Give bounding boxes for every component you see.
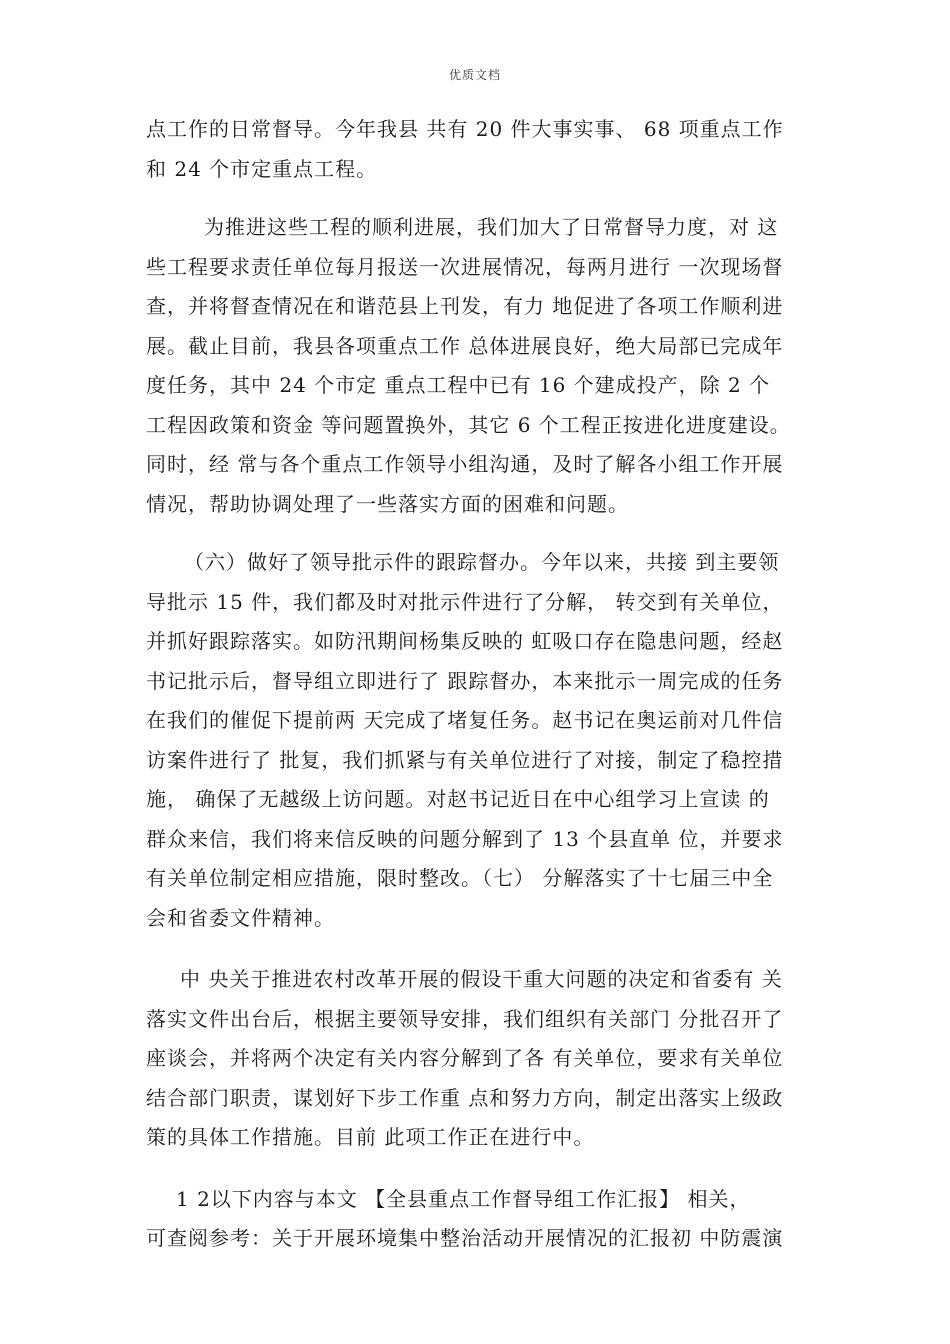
text-line: 会和省委文件精神。 [146,905,335,930]
text-line: 为推进这些工程的顺利进展，我们加大了日常督导力度，对 这 [204,215,779,239]
text-line: 点工作的日常督导。今年我县 共有 20 件大事实事、 68 项重点工作 [146,117,784,141]
text-line: 可查阅参考：关于开展环境集中整治活动开展情况的汇报初 中防震演 [146,1226,784,1250]
text-line: 和 24 个市定重点工程。 [146,156,378,181]
paragraph-4 [146,960,812,1158]
text-line: 工程因政策和资金 等问题置换外，其它 6 个工程正按进化进度建设。 [146,412,791,437]
text-line: 策的具体工作措施。目前 此项工作正在进行中。 [146,1125,595,1149]
text-line: 结合部门职责，谋划好下步工作重 点和努力方向，制定出落实上级政 [146,1085,784,1110]
paragraph-3 [146,543,812,938]
text-line: 并抓好跟踪落实。如防汛期间杨集反映的 虹吸口存在隐患问题，经赵 [146,629,784,653]
text-line: 中 央关于推进农村改革开展的假设干重大问题的决定和省委有 关 [180,967,783,991]
text-line: 同时，经 常与各个重点工作领导小组沟通，及时了解各小组工作开展 [146,452,784,476]
text-line: 情况，帮助协调处理了一些落实方面的困难和问题。 [146,491,629,516]
text-line: 些工程要求责任单位每月报送一次进展情况，每两月进行 一次现场督 [146,254,784,279]
text-line: 查，并将督查情况在和谐范县上刊发，有力 地促进了各项工作顺利进 [146,294,784,318]
paragraph-2 [146,208,812,524]
text-line: 展。截止目前，我县各项重点工作 总体进展良好，绝大局部已完成年 [146,333,784,358]
text-line: 有关单位制定相应措施，限时整改。（七） 分解落实了十七届三中全 [146,866,774,890]
text-line: 座谈会，并将两个决定有关内容分解到了各 有关单位，要求有关单位 [146,1046,784,1070]
text-line: 导批示 15 件，我们都及时对批示件进行了分解， 转交到有关单位， [146,589,784,614]
paragraph-1 [146,110,812,189]
text-line: 落实文件出台后，根据主要领导安排，我们组织有关部门 分批召开了 [146,1006,784,1031]
page-header: 优质文档 [448,68,501,82]
text-line: （六）做好了领导批示件的跟踪督办。今年以来，共接 到主要领 [184,550,780,574]
text-line: 访案件进行了 批复，我们抓紧与有关单位进行了对接，制定了稳控措 [146,747,784,772]
text-line: 1 2以下内容与本文 【全县重点工作督导组工作汇报】 相关， [176,1186,751,1211]
text-line: 在我们的催促下提前两 天完成了堵复任务。赵书记在奥运前对几件信 [146,708,784,732]
paragraph-5 [146,1180,812,1259]
text-line: 群众来信，我们将来信反映的问题分解到了 13 个县直单 位，并要求 [146,826,784,851]
document-body [146,110,812,1259]
text-line: 施， 确保了无越级上访问题。对赵书记近日在中心组学习上宣读 的 [146,787,770,811]
text-line: 书记批示后，督导组立即进行了 跟踪督办，本来批示一周完成的任务 [146,668,784,693]
text-line: 度任务，其中 24 个市定 重点工程中已有 16 个建成投产，除 2 个 [146,373,771,397]
